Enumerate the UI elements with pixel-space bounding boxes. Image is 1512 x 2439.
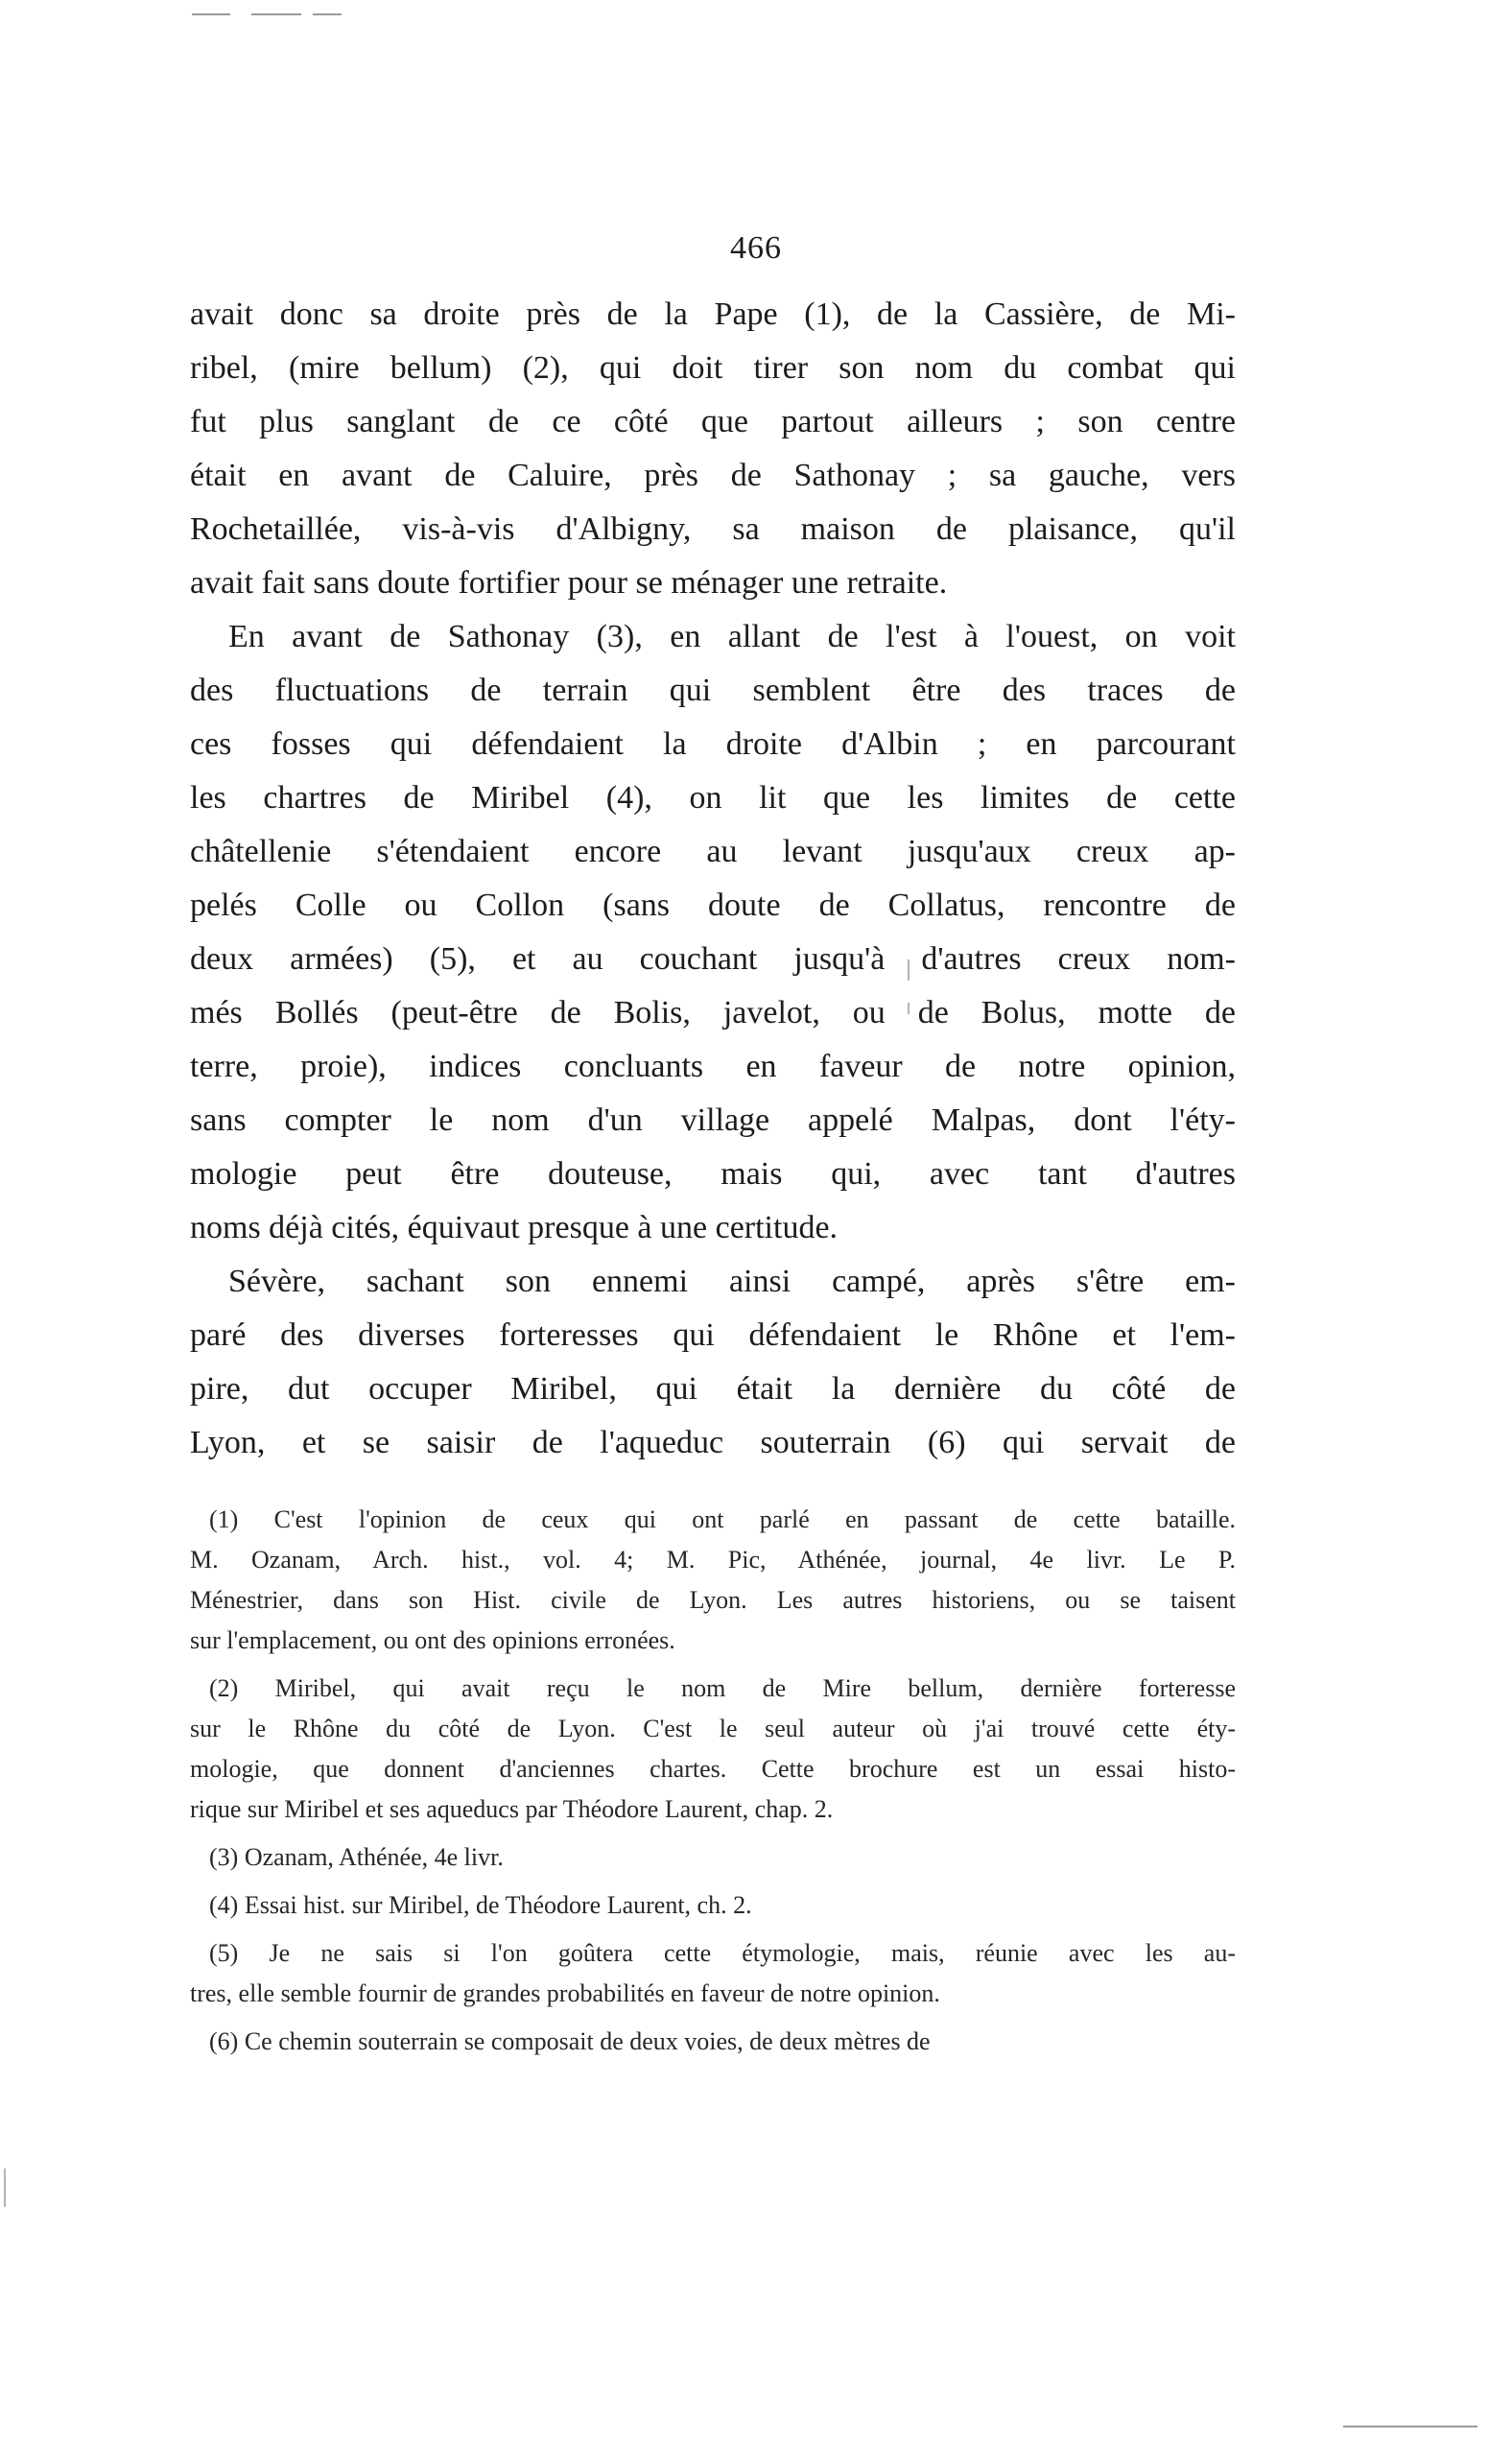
footnote-line: (1) C'est l'opinion de ceux qui ont parlé en passant de cette bataille.	[209, 1505, 1236, 1533]
body-line: les chartres de Miribel (4), on lit que les limites de cette	[190, 780, 1236, 816]
footnote-line: rique sur Miribel et ses aqueducs par Théodore Laurent, chap. 2.	[190, 1795, 834, 1823]
footnote-line: Ménestrier, dans son Hist. civile de Lyon. Les autres historiens, ou se taisent	[190, 1586, 1236, 1614]
body-line: des fluctuations de terrain qui semblent être des traces de	[190, 673, 1236, 708]
body-line: Sévère, sachant son ennemi ainsi campé, après s'être em-	[228, 1264, 1236, 1299]
body-line: ribel, (mire bellum) (2), qui doit tirer son nom du combat qui	[190, 350, 1236, 386]
body-line: mologie peut être douteuse, mais qui, avec tant d'autres	[190, 1156, 1236, 1192]
body-line: châtellenie s'étendaient encore au levant jusqu'aux creux ap-	[190, 834, 1236, 869]
scan-mark-left-edge	[4, 2168, 6, 2207]
body-line: més Bollés (peut-être de Bolis, javelot, ou de Bolus, motte de	[190, 995, 1236, 1030]
body-line: Lyon, et se saisir de l'aqueduc souterrain (6) qui servait de	[190, 1425, 1236, 1460]
footnote-line: mologie, que donnent d'anciennes chartes. Cette brochure est un essai histo-	[190, 1755, 1236, 1783]
footnote-line: (2) Miribel, qui avait reçu le nom de Mire bellum, dernière forteresse	[209, 1674, 1236, 1702]
body-line: ces fosses qui défendaient la droite d'Albin ; en parcourant	[190, 726, 1236, 762]
scan-mark-top-mid	[251, 13, 301, 15]
body-line: paré des diverses forteresses qui défendaient le Rhône et l'em-	[190, 1317, 1236, 1353]
body-line: fut plus sanglant de ce côté que partout ailleurs ; son centre	[190, 404, 1236, 439]
body-line: Rochetaillée, vis-à-vis d'Albigny, sa maison de plaisance, qu'il	[190, 511, 1236, 547]
body-line: noms déjà cités, équivaut presque à une certitude.	[190, 1210, 839, 1245]
body-line: deux armées) (5), et au couchant jusqu'à d'autres creux nom-	[190, 941, 1236, 977]
footnote-line: sur l'emplacement, ou ont des opinions erronées.	[190, 1626, 675, 1654]
footnote-line: (3) Ozanam, Athénée, 4e livr.	[209, 1843, 504, 1871]
footnote-line: (4) Essai hist. sur Miribel, de Théodore Laurent, ch. 2.	[209, 1891, 752, 1919]
body-line: pire, dut occuper Miribel, qui était la dernière du côté de	[190, 1371, 1236, 1407]
body-line: terre, proie), indices concluants en faveur de notre opinion,	[190, 1049, 1236, 1084]
footnote-line: tres, elle semble fournir de grandes probabilités en faveur de notre opinion.	[190, 1979, 940, 2007]
footnote-line: (5) Je ne sais si l'on goûtera cette étymologie, mais, réunie avec les au-	[209, 1939, 1236, 1967]
page-number: 466	[730, 230, 782, 266]
footnote-line: sur le Rhône du côté de Lyon. C'est le seul auteur où j'ai trouvé cette éty-	[190, 1715, 1236, 1742]
main-text	[190, 288, 1236, 1470]
footnotes	[190, 1500, 1236, 2062]
footnote-line: M. Ozanam, Arch. hist., vol. 4; M. Pic, Athénée, journal, 4e livr. Le P.	[190, 1546, 1236, 1574]
scan-mark-bottom-right	[1343, 2426, 1477, 2427]
footnote-line: (6) Ce chemin souterrain se composait de deux voies, de deux mètres de	[209, 2027, 931, 2055]
body-line: sans compter le nom d'un village appelé Malpas, dont l'éty-	[190, 1102, 1236, 1138]
body-line: En avant de Sathonay (3), en allant de l'est à l'ouest, on voit	[228, 619, 1236, 654]
scan-mark-top-left	[192, 13, 230, 15]
body-line: avait fait sans doute fortifier pour se ménager une retraite.	[190, 565, 948, 601]
body-line: pelés Colle ou Collon (sans doute de Collatus, rencontre de	[190, 888, 1236, 923]
body-line: était en avant de Caluire, près de Sathonay ; sa gauche, vers	[190, 458, 1236, 493]
scan-mark-top-right	[313, 13, 342, 15]
body-line: avait donc sa droite près de la Pape (1), de la Cassière, de Mi-	[190, 296, 1236, 332]
